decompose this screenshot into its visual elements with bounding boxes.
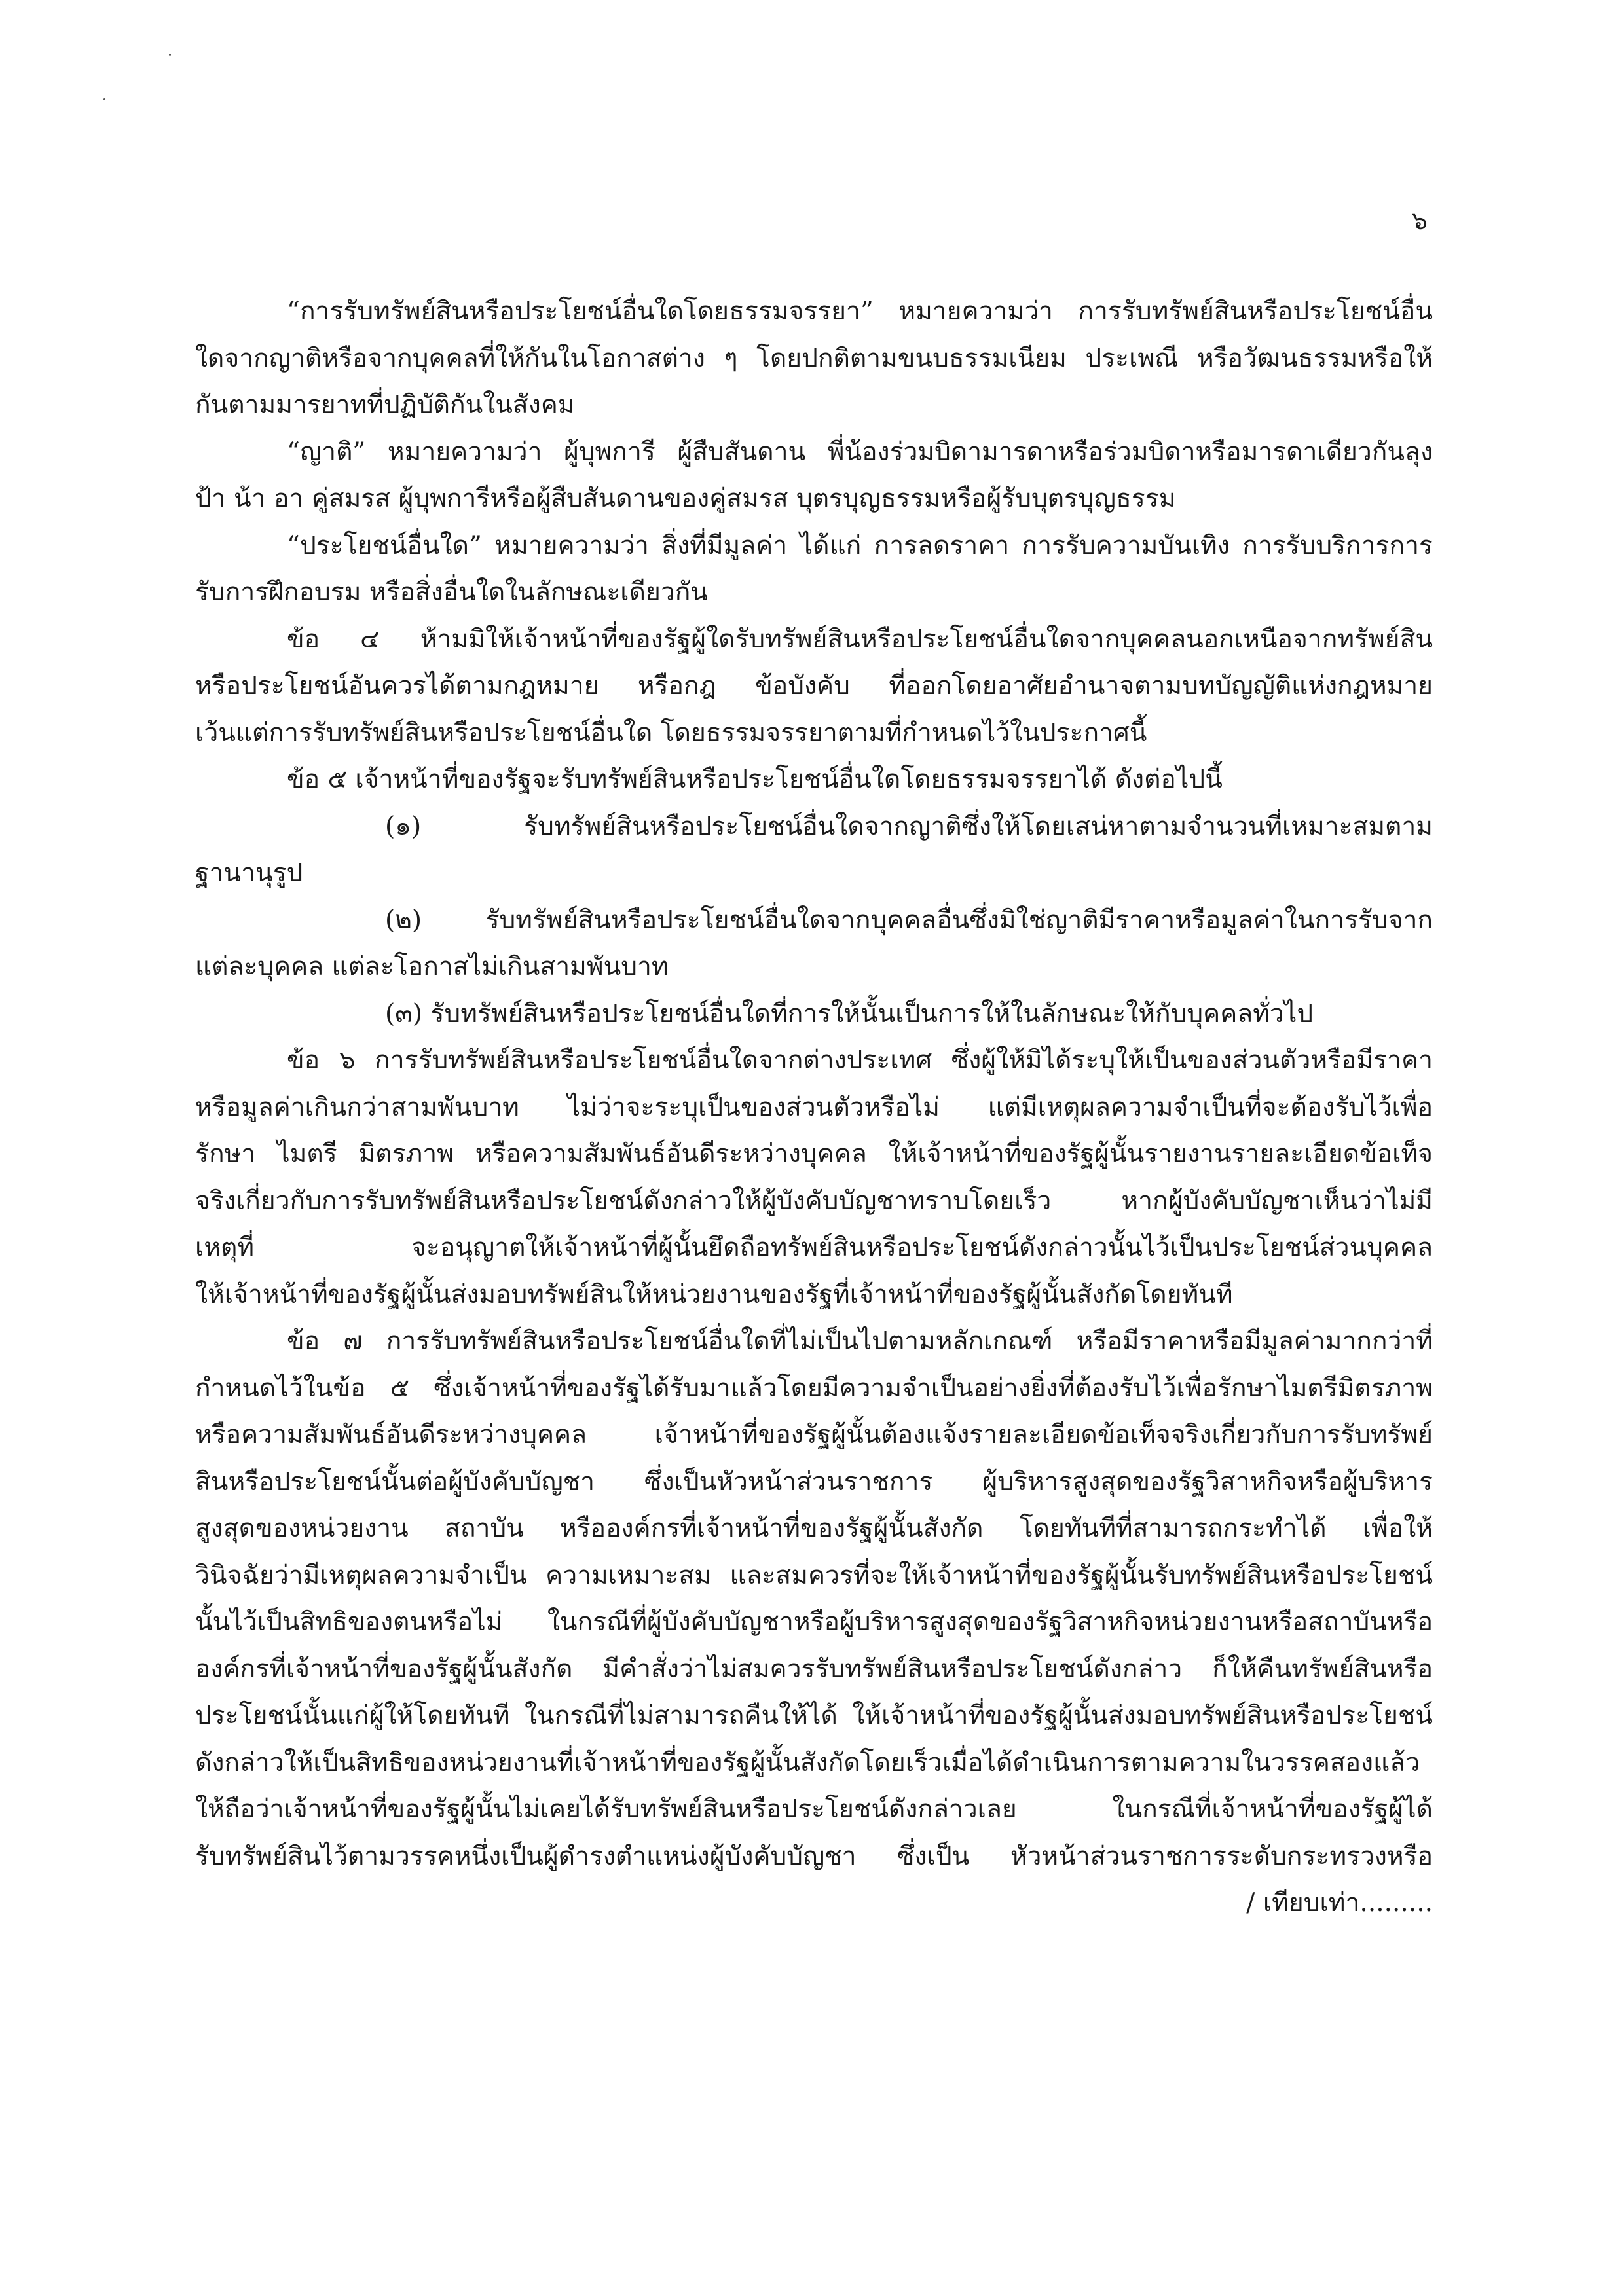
text-line: “การรับทรัพย์สินหรือประโยชน์อื่นใดโดยธรรมจรรยา” หมายความว่า การรับทรัพย์สินหรือประโยชน์อื่น bbox=[287, 297, 1433, 326]
text-line: (๓) รับทรัพย์สินหรือประโยชน์อื่นใดที่การให้นั้นเป็นการให้ในลักษณะให้กับบุคคลทั่วไป bbox=[385, 998, 1314, 1029]
text-line: หรือความสัมพันธ์อันดีระหว่างบุคคล เจ้าหน้าที่ของรัฐผู้นั้นต้องแจ้งรายละเอียดข้อเท็จจริงเกี่ยวกับการรับทรัพย์ bbox=[195, 1420, 1433, 1449]
text-line: สินหรือประโยชน์นั้นต่อผู้บังคับบัญชา ซึ่งเป็นหัวหน้าส่วนราชการ ผู้บริหารสูงสุดของรัฐวิสาหกิจหรือผู้บริหาร bbox=[195, 1467, 1433, 1497]
page-number: ๖ bbox=[1411, 206, 1428, 235]
text-line: ให้ถือว่าเจ้าหน้าที่ของรัฐผู้นั้นไม่เคยได้รับทรัพย์สินหรือประโยชน์ดังกล่าวเลย ในกรณีที่เจ้าหน้าที่ของรัฐผู้ได้ bbox=[195, 1795, 1433, 1824]
text-line: ให้เจ้าหน้าที่ของรัฐผู้นั้นส่งมอบทรัพย์สินให้หน่วยงานของรัฐที่เจ้าหน้าที่ของรัฐผู้นั้นสังกัดโดยทันที bbox=[195, 1279, 1233, 1309]
text-line: รับทรัพย์สินไว้ตามวรรคหนึ่งเป็นผู้ดำรงตำแหน่งผู้บังคับบัญชา ซึ่งเป็น หัวหน้าส่วนราชการระดับกระทรวงหรือ bbox=[195, 1841, 1433, 1871]
text-line: ข้อ ๖ การรับทรัพย์สินหรือประโยชน์อื่นใดจากต่างประเทศ ซึ่งผู้ให้มิได้ระบุให้เป็นของส่วนตัวหรือมีราคา bbox=[287, 1046, 1433, 1075]
text-line: รับการฝึกอบรม หรือสิ่งอื่นใดในลักษณะเดียวกัน bbox=[195, 577, 708, 607]
text-line: จริงเกี่ยวกับการรับทรัพย์สินหรือประโยชน์ดังกล่าวให้ผู้บังคับบัญชาทราบโดยเร็ว หากผู้บังคับบัญชาเห็นว่าไม่มี bbox=[195, 1186, 1433, 1216]
text-line: นั้นไว้เป็นสิทธิของตนหรือไม่ ในกรณีที่ผู้บังคับบัญชาหรือผู้บริหารสูงสุดของรัฐวิสาหกิจหน่วยงานหรือสถาบันหรือ bbox=[195, 1607, 1433, 1637]
text-line: ข้อ ๗ การรับทรัพย์สินหรือประโยชน์อื่นใดที่ไม่เป็นไปตามหลักเกณฑ์ หรือมีราคาหรือมีมูลค่ามากกว่าที่ bbox=[287, 1326, 1433, 1356]
text-line: (๑) รับทรัพย์สินหรือประโยชน์อื่นใดจากญาติซึ่งให้โดยเสน่หาตามจำนวนที่เหมาะสมตาม bbox=[385, 811, 1433, 841]
text-line: แต่ละบุคคล แต่ละโอกาสไม่เกินสามพันบาท bbox=[195, 952, 669, 981]
text-line: วินิจฉัยว่ามีเหตุผลความจำเป็น ความเหมาะสม และสมควรที่จะให้เจ้าหน้าที่ของรัฐผู้นั้นรับทรัพย์สินหรือประโยชน์ bbox=[195, 1560, 1433, 1590]
text-line: “ประโยชน์อื่นใด” หมายความว่า สิ่งที่มีมูลค่า ได้แก่ การลดราคา การรับความบันเทิง การรับบริการการ bbox=[287, 530, 1433, 560]
text-line: ใดจากญาติหรือจากบุคคลที่ให้กันในโอกาสต่าง ๆ โดยปกติตามขนบธรรมเนียม ประเพณี หรือวัฒนธรรมหรือให้ bbox=[195, 343, 1433, 373]
scan-speck bbox=[103, 98, 105, 100]
text-line: ข้อ ๔ ห้ามมิให้เจ้าหน้าที่ของรัฐผู้ใดรับทรัพย์สินหรือประโยชน์อื่นใดจากบุคคลนอกเหนือจากทรัพย์สิน bbox=[287, 624, 1433, 654]
text-line: (๒) รับทรัพย์สินหรือประโยชน์อื่นใดจากบุคคลอื่นซึ่งมิใช่ญาติมีราคาหรือมูลค่าในการรับจาก bbox=[385, 905, 1433, 935]
text-line: “ญาติ” หมายความว่า ผู้บุพการี ผู้สืบสันดาน พี่น้องร่วมบิดามารดาหรือร่วมบิดาหรือมารดาเดียวกันลุง bbox=[287, 437, 1433, 467]
text-line: กันตามมารยาทที่ปฏิบัติกันในสังคม bbox=[195, 390, 575, 420]
text-line: กำหนดไว้ในข้อ ๕ ซึ่งเจ้าหน้าที่ของรัฐได้รับมาแล้วโดยมีความจำเป็นอย่างยิ่งที่ต้องรับไว้เพื่อรักษาไมตรีมิตรภาพ bbox=[195, 1373, 1433, 1403]
document-body bbox=[195, 288, 1433, 1927]
continuation-marker: / เทียบเท่า......... bbox=[1246, 1888, 1433, 1918]
text-line: ฐานานุรูป bbox=[195, 858, 303, 888]
text-line: หรือมูลค่าเกินกว่าสามพันบาท ไม่ว่าจะระบุเป็นของส่วนตัวหรือไม่ แต่มีเหตุผลความจำเป็นที่จะต้องรับไว้เพื่อ bbox=[195, 1092, 1433, 1122]
text-line: เหตุที่ จะอนุญาตให้เจ้าหน้าที่ผู้นั้นยึดถือทรัพย์สินหรือประโยชน์ดังกล่าวนั้นไว้เป็นประโยชน์ส่วนบุคคล bbox=[195, 1233, 1433, 1262]
text-line: ข้อ ๕ เจ้าหน้าที่ของรัฐจะรับทรัพย์สินหรือประโยชน์อื่นใดโดยธรรมจรรยาได้ ดังต่อไปนี้ bbox=[287, 765, 1223, 794]
text-line: สูงสุดของหน่วยงาน สถาบัน หรือองค์กรที่เจ้าหน้าที่ของรัฐผู้นั้นสังกัด โดยทันทีที่สามารถกระทำได้ เพื่อให้ bbox=[195, 1514, 1433, 1543]
text-line: เว้นแต่การรับทรัพย์สินหรือประโยชน์อื่นใด โดยธรรมจรรยาตามที่กำหนดไว้ในประกาศนี้ bbox=[195, 718, 1147, 748]
text-line: ดังกล่าวให้เป็นสิทธิของหน่วยงานที่เจ้าหน้าที่ของรัฐผู้นั้นสังกัดโดยเร็วเมื่อได้ดำเนินการตามความในวรรคสองแล้ว bbox=[195, 1747, 1420, 1777]
text-line: หรือประโยชน์อันควรได้ตามกฎหมาย หรือกฎ ข้อบังคับ ที่ออกโดยอาศัยอำนาจตามบทบัญญัติแห่งกฎหมาย bbox=[195, 671, 1433, 701]
text-line: รักษา ไมตรี มิตรภาพ หรือความสัมพันธ์อันดีระหว่างบุคคล ให้เจ้าหน้าที่ของรัฐผู้นั้นรายงานรายละเอียดข้อเท็จ bbox=[195, 1139, 1433, 1169]
scan-speck bbox=[169, 54, 171, 56]
text-line: ป้า น้า อา คู่สมรส ผู้บุพการีหรือผู้สืบสันดานของคู่สมรส บุตรบุญธรรมหรือผู้รับบุตรบุญธรรม bbox=[195, 484, 1176, 513]
text-line: องค์กรที่เจ้าหน้าที่ของรัฐผู้นั้นสังกัด มีคำสั่งว่าไม่สมควรรับทรัพย์สินหรือประโยชน์ดังกล่าว ก็ให้คืนทรัพย์สินหรือ bbox=[195, 1654, 1433, 1684]
text-line: ประโยชน์นั้นแก่ผู้ให้โดยทันที ในกรณีที่ไม่สามารถคืนให้ได้ ให้เจ้าหน้าที่ของรัฐผู้นั้นส่งมอบทรัพย์สินหรือประโยชน์ bbox=[195, 1701, 1433, 1730]
